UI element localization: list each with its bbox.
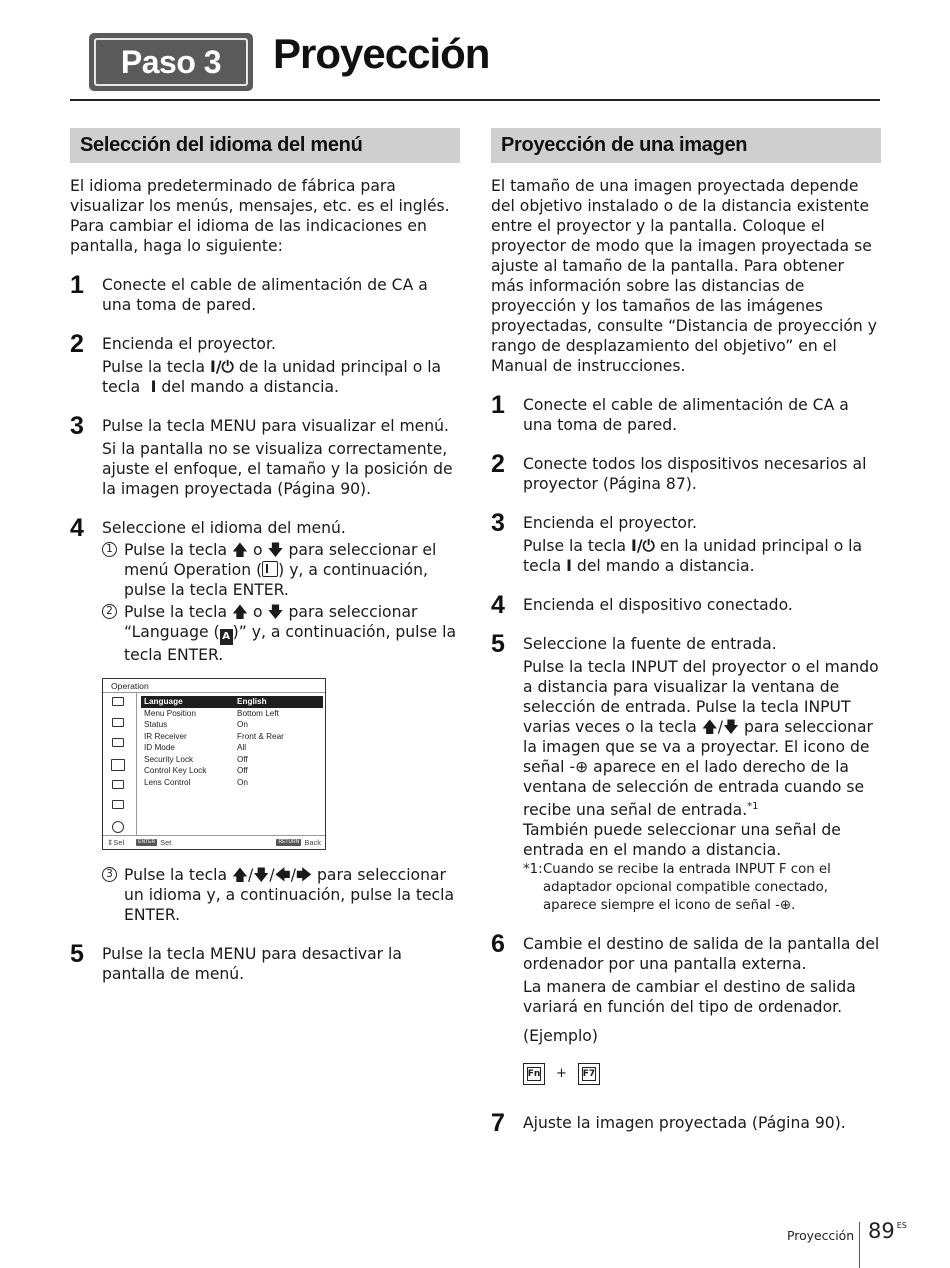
footer-divider: [859, 1222, 860, 1268]
section-heading-language: Selección del idioma del menú: [70, 128, 460, 163]
right-step-1: [491, 391, 881, 435]
fn-key-icon: Fn: [523, 1063, 545, 1085]
substep-3: 3 Pulse la tecla 🡅/🡇/🡄/🡆 para seleccionar un idioma y, a continuación, pulse la tecla ENTER.: [102, 865, 460, 925]
step-subtext: Pulse la tecla I/⏻ en la unidad principal o la tecla I del mando a distancia.: [523, 537, 863, 575]
language-icon: A: [220, 629, 233, 645]
arrow-up-down-icon: 🡅/🡇: [701, 718, 740, 736]
menu-row: Menu Position Bottom Left: [144, 708, 279, 718]
page-title: Proyección: [273, 30, 490, 77]
select-keys-icon: ⇕: [107, 838, 114, 847]
arrow-keys-icon: 🡅/🡇/🡄/🡆: [232, 866, 313, 884]
step-number: 5: [491, 630, 505, 658]
arrow-up-icon: 🡅: [232, 541, 249, 559]
key-combination: [523, 1063, 881, 1085]
step-number: 3: [70, 412, 84, 440]
step-badge: [89, 33, 253, 91]
step-subtext: Si la pantalla no se visualiza correctamente, ajuste el enfoque, el tamaño y la posición de la imagen proyectada (Página 90).: [102, 440, 453, 498]
step-badge-label: Paso 3: [94, 38, 248, 86]
divider: [136, 692, 137, 835]
left-step-3: [70, 412, 460, 499]
menu-row: Language English: [141, 696, 323, 708]
substep-1: 1 Pulse la tecla 🡅 o 🡇 para seleccionar el menú Operation ( ) y, a continuación, pulse la tecla ENTER.: [102, 540, 460, 600]
picture-icon: [112, 697, 124, 706]
left-column: [70, 128, 460, 984]
step-number: 2: [491, 450, 505, 478]
step-number: 6: [491, 930, 505, 959]
step-number: 7: [491, 1109, 505, 1138]
power-on-icon: I: [145, 378, 157, 396]
circled-number: 1: [102, 542, 117, 557]
step-text: Encienda el proyector.: [102, 335, 276, 353]
step-text: Seleccione la fuente de entrada.: [523, 635, 777, 653]
info-icon: [112, 821, 124, 833]
return-key-icon: RETURN: [278, 839, 300, 845]
input-signal-icon: -⊕: [569, 758, 589, 776]
step-subtext: La manera de cambiar el destino de salida variará en función del tipo de ordenador.: [523, 978, 856, 1017]
right-step-6: [491, 930, 881, 1085]
menu-row: IR Receiver Front & Rear: [144, 731, 284, 741]
step-text: Encienda el proyector.: [523, 514, 697, 532]
step-number: 4: [491, 591, 505, 619]
step-text: Pulse la tecla MENU para desactivar la pantalla de menú.: [102, 945, 402, 983]
right-intro: El tamaño de una imagen proyectada depende del objetivo instalado o de la distancia existente entre el proyector y la pantalla. Coloque el proyector de modo que la imagen proyectada se ajuste al tamaño de la pantalla. Para obtener más información sobre las distancias de proyección y los tamaños de las imágenes proyectadas, consulte “Distancia de proyección y rango de desplazamiento del objetivo” en el Manual de instrucciones.: [491, 177, 877, 375]
language-code: ES: [896, 1221, 907, 1230]
menu-footer: ⇕ Sel ENTER Set RETURN Back: [107, 838, 321, 847]
step-text: Ajuste la imagen proyectada (Página 90).: [523, 1114, 846, 1133]
power-standby-icon: I/⏻: [210, 358, 234, 376]
function-icon: [112, 738, 124, 747]
enter-key-icon: ENTER: [138, 839, 156, 845]
step-number: 1: [70, 271, 84, 299]
right-column: [491, 128, 881, 1138]
right-step-5: [491, 630, 881, 915]
step-number: 4: [70, 514, 84, 542]
menu-row: ID Mode All: [144, 743, 247, 752]
right-step-7: [491, 1109, 881, 1138]
connection-icon: [112, 780, 124, 789]
plus-sign: +: [556, 1066, 567, 1082]
step-number: 5: [70, 940, 84, 968]
menu-row: Security Lock Off: [144, 754, 248, 764]
menu-icon-column: [112, 697, 128, 844]
step-text: Conecte el cable de alimentación de CA a una toma de pared.: [102, 276, 428, 314]
footer-section-name: Proyección: [787, 1228, 855, 1243]
step-number: 2: [70, 330, 84, 358]
step-subtext: Pulse la tecla I/⏻ de la unidad principal o la tecla I del mando a distancia.: [102, 358, 442, 396]
menu-row: Status On: [144, 720, 248, 729]
left-step-1: [70, 271, 460, 315]
operation-menu-screenshot: [102, 678, 326, 850]
section-heading-projection: Proyección de una imagen: [491, 128, 881, 163]
step-text: Conecte todos los dispositivos necesarios al proyector (Página 87).: [523, 455, 867, 493]
arrow-up-icon: 🡅: [232, 603, 249, 621]
operation-icon: [111, 759, 125, 771]
example-label: (Ejemplo): [523, 1027, 598, 1046]
page-number: 89 $^{ES}$: [868, 1219, 907, 1243]
right-step-3: [491, 509, 881, 576]
menu-title: Operation: [111, 681, 149, 691]
circled-number: 2: [102, 604, 117, 619]
menu-row: Control Key Lock Off: [144, 766, 248, 775]
step-number: 1: [491, 391, 505, 419]
left-intro: El idioma predeterminado de fábrica para visualizar los menús, mensajes, etc. es el inglés. Para cambiar el idioma de las indicaciones en pantalla, haga lo siguiente:: [70, 177, 450, 255]
step-text: Encienda el dispositivo conectado.: [523, 596, 793, 614]
substep-2: 2 Pulse la tecla 🡅 o 🡇 para seleccionar “Language ( A )” y, a continuación, pulse la tecla ENTER.: [102, 602, 460, 665]
power-on-icon: I: [566, 557, 572, 575]
network-icon: [112, 800, 124, 809]
step-subtext: Pulse la tecla INPUT del proyector o el mando a distancia para visualizar la ventana de selección de entrada. Pulse la tecla INPUT varias veces o la tecla 🡅/🡇 para seleccionar la imagen que se va a proyectar. El icono de señal -⊕ aparece en el lado derecho de la ventana de selección de entrada cuando se recibe una señal de entrada.$^{*1}$ También puede seleccionar una señal de entrada en el mando a distancia.: [523, 658, 879, 860]
circled-number: 3: [102, 867, 117, 882]
footnote-ref: *1: [747, 801, 759, 812]
f7-key-icon: F7: [578, 1063, 600, 1085]
step-text: Pulse la tecla MENU para visualizar el menú.: [102, 417, 449, 435]
screen-icon: [112, 718, 124, 727]
step-number: 3: [491, 509, 505, 537]
left-step-5: [70, 940, 460, 984]
right-step-4: [491, 591, 881, 619]
step-text: Conecte el cable de alimentación de CA a una toma de pared.: [523, 396, 849, 434]
footnote: *1: Cuando se recibe la entrada INPUT F con el adaptador opcional compatible conectado, aparece siempre el icono de señal -⊕.: [523, 862, 831, 914]
input-signal-icon: -⊕: [775, 898, 792, 914]
power-standby-icon: I/⏻: [631, 537, 655, 555]
divider: [103, 835, 325, 836]
right-step-2: [491, 450, 881, 494]
arrow-down-icon: 🡇: [267, 603, 284, 621]
arrow-down-icon: 🡇: [267, 541, 284, 559]
step-text: Cambie el destino de salida de la pantalla del ordenador por una pantalla externa.: [523, 935, 880, 974]
step-text: Seleccione el idioma del menú.: [102, 519, 346, 537]
menu-row: Lens Control On: [144, 777, 248, 787]
left-step-2: [70, 330, 460, 397]
operation-menu-icon: [262, 561, 278, 577]
menu-rows: [141, 696, 323, 788]
header-rule: [70, 99, 880, 101]
